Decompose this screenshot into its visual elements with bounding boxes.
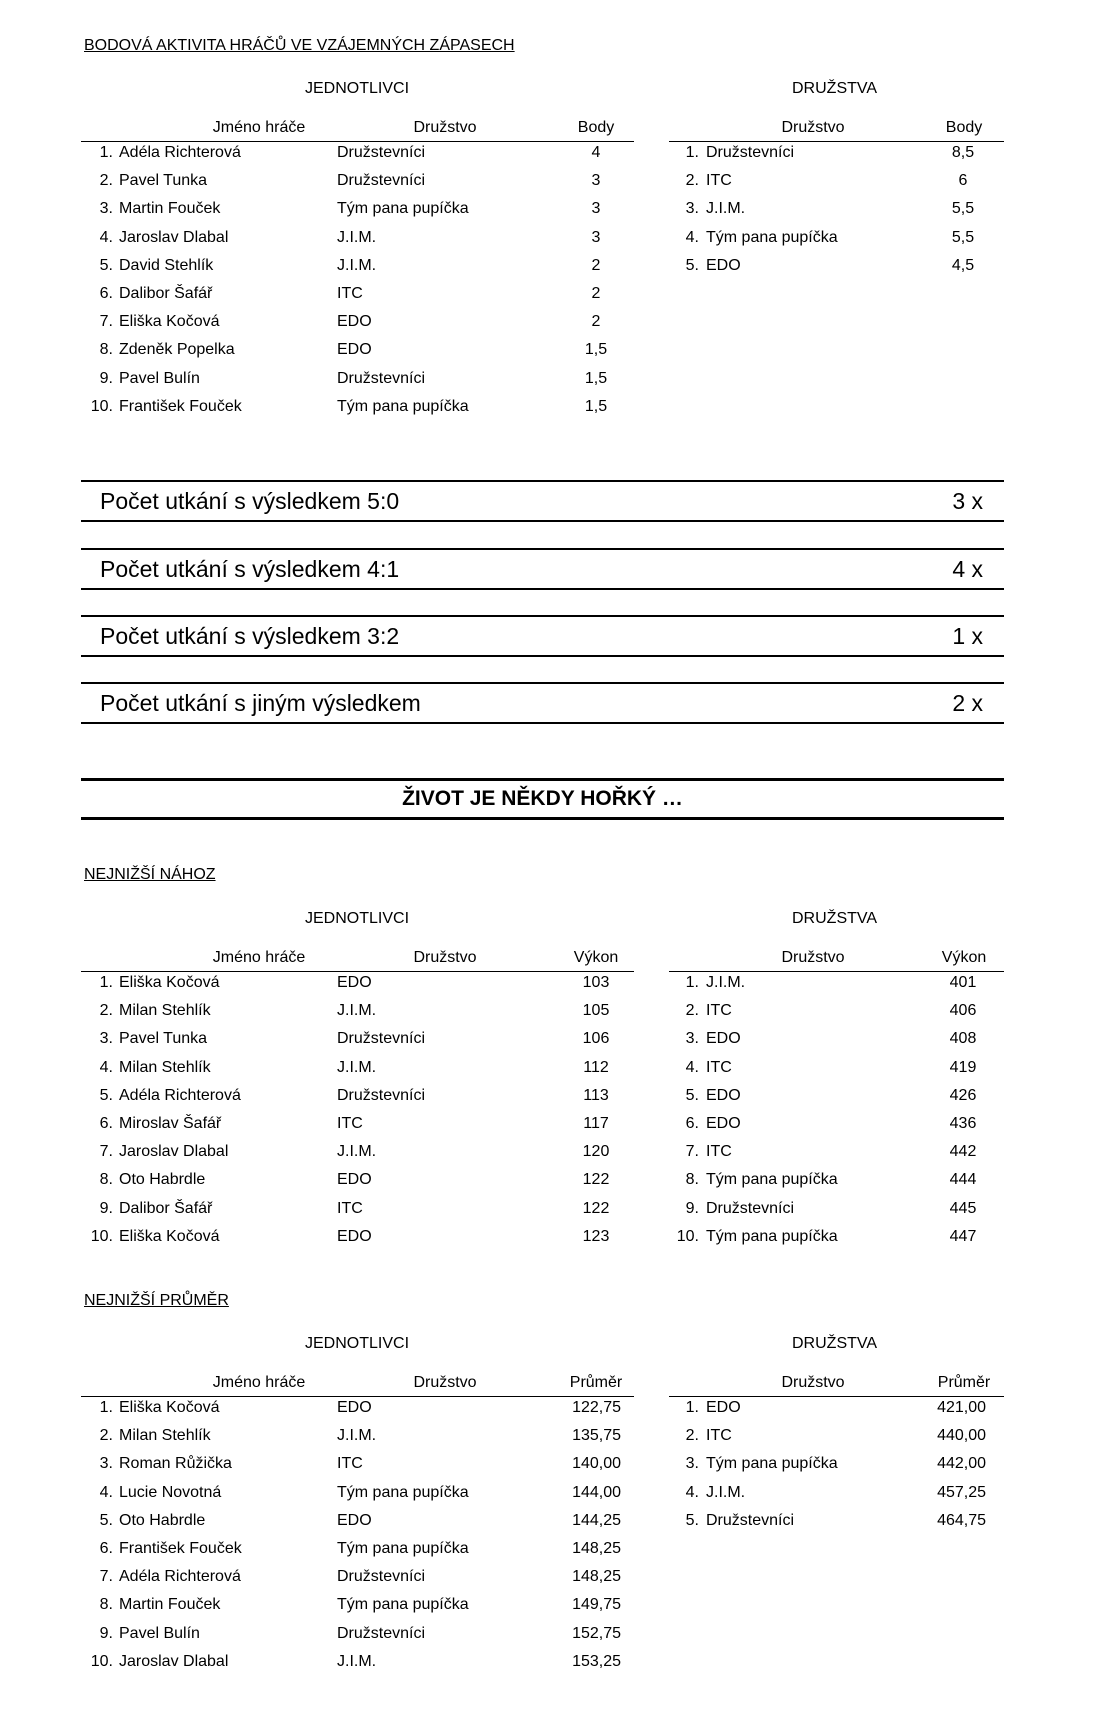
rank: 10. [676,1227,699,1245]
player-name: Pavel Tunka [119,172,208,190]
team-name: J.I.M. [706,200,746,218]
team-name: EDO [706,1030,741,1048]
player-name: Oto Habrdle [119,1511,206,1529]
value-cell: 442 [949,1143,977,1161]
column-header: Družstvo [781,949,845,966]
team-name: Družstevníci [706,1199,795,1217]
team-name: Tým pana pupíčka [706,1171,838,1189]
table-row [81,1143,634,1171]
value-cell: 112 [583,1058,609,1076]
rank: 3. [685,1030,699,1048]
value-cell: 2 [591,256,601,274]
result-row [81,480,1004,522]
table-header [669,115,1004,142]
value-cell: 8,5 [951,144,975,161]
player-name: Jaroslav Dlabal [119,1143,229,1161]
team-name: EDO [337,1511,372,1529]
value-cell: 1,5 [584,369,608,387]
table-row [81,1087,634,1115]
column-header: Výkon [573,949,619,966]
value-cell: 440,00 [937,1427,986,1445]
rank: 1. [99,1399,113,1416]
value-cell: 421,00 [937,1399,986,1416]
result-row [81,615,1004,657]
value-cell: 148,25 [572,1568,621,1586]
player-name: Martin Fouček [119,200,221,218]
rank: 2. [685,172,699,190]
player-name: Eliška Kočová [119,1399,220,1416]
team-name: EDO [337,1227,372,1245]
table-row [81,1115,634,1143]
value-cell: 442,00 [937,1455,986,1473]
lowest-average-teams-table [669,1370,1004,1530]
column-header: Body [577,119,615,136]
rank: 5. [99,256,113,274]
rank: 4. [99,1483,113,1501]
table-row [669,1455,1004,1483]
teams-heading: DRUŽSTVA [792,910,878,927]
rank: 2. [99,172,113,190]
value-cell: 406 [949,1002,977,1020]
table-row [81,1512,634,1540]
player-name: František Fouček [119,1540,242,1557]
rank: 4. [685,228,699,246]
rank: 9. [685,1199,699,1217]
rank: 9. [99,369,113,387]
rank: 1. [99,144,113,161]
team-name: J.I.M. [337,1652,377,1670]
team-name: ITC [337,1455,363,1473]
team-name: Tým pana pupíčka [337,200,469,218]
rank: 5. [685,1511,699,1529]
rank: 10. [90,1227,113,1245]
points-teams-table [669,115,1004,275]
table-row [669,144,1004,172]
value-cell: 120 [582,1143,610,1161]
individuals-heading: JEDNOTLIVCI [305,1335,410,1352]
table-row [81,200,634,228]
column-header: Průměr [569,1374,623,1391]
player-name: Miroslav Šafář [119,1115,222,1132]
rank: 5. [99,1511,113,1529]
value-cell: 457,25 [937,1483,986,1501]
value-cell: 144,00 [572,1483,621,1501]
value-cell: 5,5 [951,200,975,218]
player-name: Eliška Kočová [119,1227,220,1245]
value-cell: 123 [582,1227,610,1245]
column-header: Jméno hráče [212,949,306,966]
value-cell: 4,5 [951,256,975,274]
table-row [81,974,634,1002]
rank: 6. [99,285,113,302]
value-cell: 106 [582,1030,610,1048]
column-header: Družstvo [781,119,845,136]
player-name: Jaroslav Dlabal [119,1652,229,1670]
team-name: Družstevníci [337,144,426,161]
team-name: Družstevníci [706,1511,795,1529]
column-header: Družstvo [413,119,477,136]
rank: 7. [99,1143,113,1161]
rank: 3. [99,1455,113,1473]
rank: 4. [99,228,113,246]
player-name: Zdeněk Popelka [119,341,235,359]
team-name: EDO [337,1399,372,1416]
table-row [81,341,634,369]
table-row [669,974,1004,1002]
team-name: ITC [706,1427,732,1445]
team-name: Družstevníci [337,1568,426,1586]
player-name: Dalibor Šafář [119,285,213,302]
points-individuals-table [81,115,634,425]
team-name: J.I.M. [706,1483,746,1501]
team-name: ITC [337,285,363,302]
value-cell: 153,25 [572,1652,621,1670]
value-cell: 3 [591,228,601,246]
team-name: Tým pana pupíčka [337,1483,469,1501]
table-row [81,313,634,341]
result-label: Počet utkání s výsledkem 4:1 [100,556,400,582]
table-row [81,257,634,285]
value-cell: 445 [949,1199,977,1217]
team-name: Družstevníci [337,172,426,190]
team-name: Družstevníci [337,1030,426,1048]
table-row [669,1427,1004,1455]
team-name: EDO [706,1399,741,1416]
team-name: Tým pana pupíčka [706,228,838,246]
rank: 4. [685,1483,699,1501]
team-name: EDO [337,974,372,991]
teams-heading: DRUŽSTVA [792,1335,878,1352]
result-label: Počet utkání s výsledkem 5:0 [100,488,400,514]
rank: 10. [90,397,113,415]
player-name: Milan Stehlík [119,1427,211,1445]
value-cell: 1,5 [584,397,608,415]
column-header: Družstvo [781,1374,845,1391]
value-cell: 152,75 [572,1624,621,1642]
column-header: Družstvo [413,949,477,966]
value-cell: 5,5 [951,228,975,246]
teams-heading: DRUŽSTVA [792,80,878,97]
team-name: ITC [706,1058,732,1076]
table-row [81,172,634,200]
value-cell: 401 [949,974,977,991]
value-cell: 3 [591,200,601,218]
rank: 5. [685,256,699,274]
table-header [669,945,1004,972]
table-row [669,229,1004,257]
rank: 3. [685,200,699,218]
team-name: J.I.M. [337,1058,377,1076]
team-name: Tým pana pupíčka [337,397,469,415]
rank: 1. [685,1399,699,1416]
rank: 8. [99,1171,113,1189]
value-cell: 3 [591,172,601,190]
rank: 1. [685,974,699,991]
result-label: Počet utkání s výsledkem 3:2 [100,623,400,649]
team-name: ITC [337,1199,363,1217]
value-cell: 436 [949,1115,977,1132]
rank: 6. [99,1115,113,1132]
column-header: Body [945,119,983,136]
team-name: EDO [706,1086,741,1104]
table-row [669,1512,1004,1540]
lowest-throw-teams-table [669,945,1004,1255]
table-row [81,1200,634,1228]
value-cell: 135,75 [572,1427,621,1445]
section-title-points: BODOVÁ AKTIVITA HRÁČŮ VE VZÁJEMNÝCH ZÁPASECH [84,37,515,54]
player-name: Adéla Richterová [119,144,241,161]
value-cell: 2 [591,285,601,302]
player-name: Milan Stehlík [119,1058,211,1076]
table-row [81,1568,634,1596]
rank: 3. [685,1455,699,1473]
team-name: ITC [706,1143,732,1161]
value-cell: 122 [582,1171,610,1189]
value-cell: 149,75 [572,1596,621,1614]
banner-text: ŽIVOT JE NĚKDY HOŘKÝ … [402,787,683,810]
rank: 2. [99,1002,113,1020]
table-row [81,398,634,426]
rank: 9. [99,1199,113,1217]
player-name: Oto Habrdle [119,1171,206,1189]
rank: 10. [90,1652,113,1670]
value-cell: 464,75 [937,1511,986,1529]
value-cell: 122,75 [572,1399,621,1416]
value-cell: 4 [591,144,601,161]
table-row [81,1059,634,1087]
result-count: 3 x [952,488,983,514]
table-row [81,1030,634,1058]
team-name: Tým pana pupíčka [706,1227,838,1245]
rank: 7. [99,313,113,331]
column-header: Družstvo [413,1374,477,1391]
player-name: Pavel Tunka [119,1030,208,1048]
player-name: Adéla Richterová [119,1086,241,1104]
table-row [81,229,634,257]
table-row [81,1653,634,1681]
team-name: J.I.M. [337,1143,377,1161]
team-name: EDO [706,256,741,274]
table-row [669,257,1004,285]
result-label: Počet utkání s jiným výsledkem [100,690,421,716]
team-name: Družstevníci [337,1086,426,1104]
table-row [669,200,1004,228]
table-row [669,1228,1004,1256]
table-row [81,285,634,313]
team-name: Družstevníci [706,144,795,161]
team-name: EDO [337,1171,372,1189]
rank: 9. [99,1624,113,1642]
table-row [669,1171,1004,1199]
player-name: Adéla Richterová [119,1568,241,1586]
table-row [669,1002,1004,1030]
rank: 8. [685,1171,699,1189]
table-row [81,1540,634,1568]
player-name: Roman Růžička [119,1455,232,1473]
team-name: Tým pana pupíčka [337,1540,469,1557]
table-row [81,1484,634,1512]
table-row [81,370,634,398]
value-cell: 447 [949,1227,977,1245]
rank: 8. [99,341,113,359]
value-cell: 444 [949,1171,977,1189]
rank: 8. [99,1596,113,1614]
value-cell: 117 [583,1115,609,1132]
table-row [669,1059,1004,1087]
player-name: Milan Stehlík [119,1002,211,1020]
table-row [81,1625,634,1653]
individuals-heading: JEDNOTLIVCI [305,910,410,927]
team-name: EDO [706,1115,741,1132]
rank: 6. [685,1115,699,1132]
table-row [669,1200,1004,1228]
individuals-heading: JEDNOTLIVCI [305,80,410,97]
player-name: Eliška Kočová [119,313,220,331]
result-count: 2 x [952,690,983,716]
table-row [81,1427,634,1455]
rank: 4. [99,1058,113,1076]
table-header [81,945,634,972]
result-row [81,548,1004,590]
value-cell: 426 [949,1086,977,1104]
rank: 2. [685,1427,699,1445]
team-name: ITC [706,172,732,190]
table-row [81,144,634,172]
rank: 3. [99,1030,113,1048]
result-count: 4 x [952,556,983,582]
column-header: Průměr [937,1374,991,1391]
player-name: Lucie Novotná [119,1483,222,1501]
value-cell: 113 [583,1086,609,1104]
team-name: J.I.M. [337,1427,377,1445]
rank: 1. [685,144,699,161]
team-name: Družstevníci [337,369,426,387]
player-name: Eliška Kočová [119,974,220,991]
lowest-throw-individuals-table [81,945,634,1255]
team-name: Tým pana pupíčka [337,1596,469,1614]
team-name: ITC [337,1115,363,1132]
player-name: Martin Fouček [119,1596,221,1614]
column-header: Jméno hráče [212,119,306,136]
team-name: J.I.M. [337,228,377,246]
value-cell: 2 [591,313,601,331]
table-row [81,1596,634,1624]
column-header: Výkon [941,949,987,966]
table-row [669,1087,1004,1115]
value-cell: 144,25 [572,1511,621,1529]
team-name: Družstevníci [337,1624,426,1642]
lowest-average-individuals-table [81,1370,634,1680]
team-name: J.I.M. [337,256,377,274]
value-cell: 140,00 [572,1455,621,1473]
rank: 7. [99,1568,113,1586]
table-header [669,1370,1004,1397]
table-row [669,1030,1004,1058]
value-cell: 148,25 [572,1540,621,1557]
player-name: Pavel Bulín [119,369,200,387]
table-row [81,1228,634,1256]
team-name: ITC [706,1002,732,1020]
rank: 5. [99,1086,113,1104]
result-count: 1 x [952,623,983,649]
team-name: J.I.M. [337,1002,377,1020]
value-cell: 6 [958,172,968,190]
banner [81,778,1004,820]
value-cell: 1,5 [584,341,608,359]
section-title-lowest-throw: NEJNIŽŠÍ NÁHOZ [84,866,216,883]
table-row [81,1455,634,1483]
table-row [669,1399,1004,1427]
rank: 7. [685,1143,699,1161]
table-row [669,172,1004,200]
table-row [81,1399,634,1427]
column-header: Jméno hráče [212,1374,306,1391]
result-row [81,682,1004,724]
rank: 4. [685,1058,699,1076]
team-name: EDO [337,313,372,331]
value-cell: 408 [949,1030,977,1048]
rank: 2. [685,1002,699,1020]
rank: 5. [685,1086,699,1104]
table-row [81,1171,634,1199]
rank: 1. [99,974,113,991]
team-name: J.I.M. [706,974,746,991]
player-name: Dalibor Šafář [119,1199,213,1217]
rank: 3. [99,200,113,218]
table-row [669,1143,1004,1171]
rank: 6. [99,1540,113,1557]
table-row [81,1002,634,1030]
value-cell: 419 [949,1058,977,1076]
player-name: Jaroslav Dlabal [119,228,229,246]
player-name: Pavel Bulín [119,1624,200,1642]
table-header [81,1370,634,1397]
table-row [669,1115,1004,1143]
player-name: David Stehlík [119,256,214,274]
rank: 2. [99,1427,113,1445]
team-name: EDO [337,341,372,359]
section-title-lowest-average: NEJNIŽŠÍ PRŮMĚR [84,1292,229,1309]
player-name: František Fouček [119,397,242,415]
value-cell: 122 [582,1199,610,1217]
table-header [81,115,634,142]
team-name: Tým pana pupíčka [706,1455,838,1473]
value-cell: 105 [582,1002,610,1020]
value-cell: 103 [582,974,610,991]
table-row [669,1484,1004,1512]
